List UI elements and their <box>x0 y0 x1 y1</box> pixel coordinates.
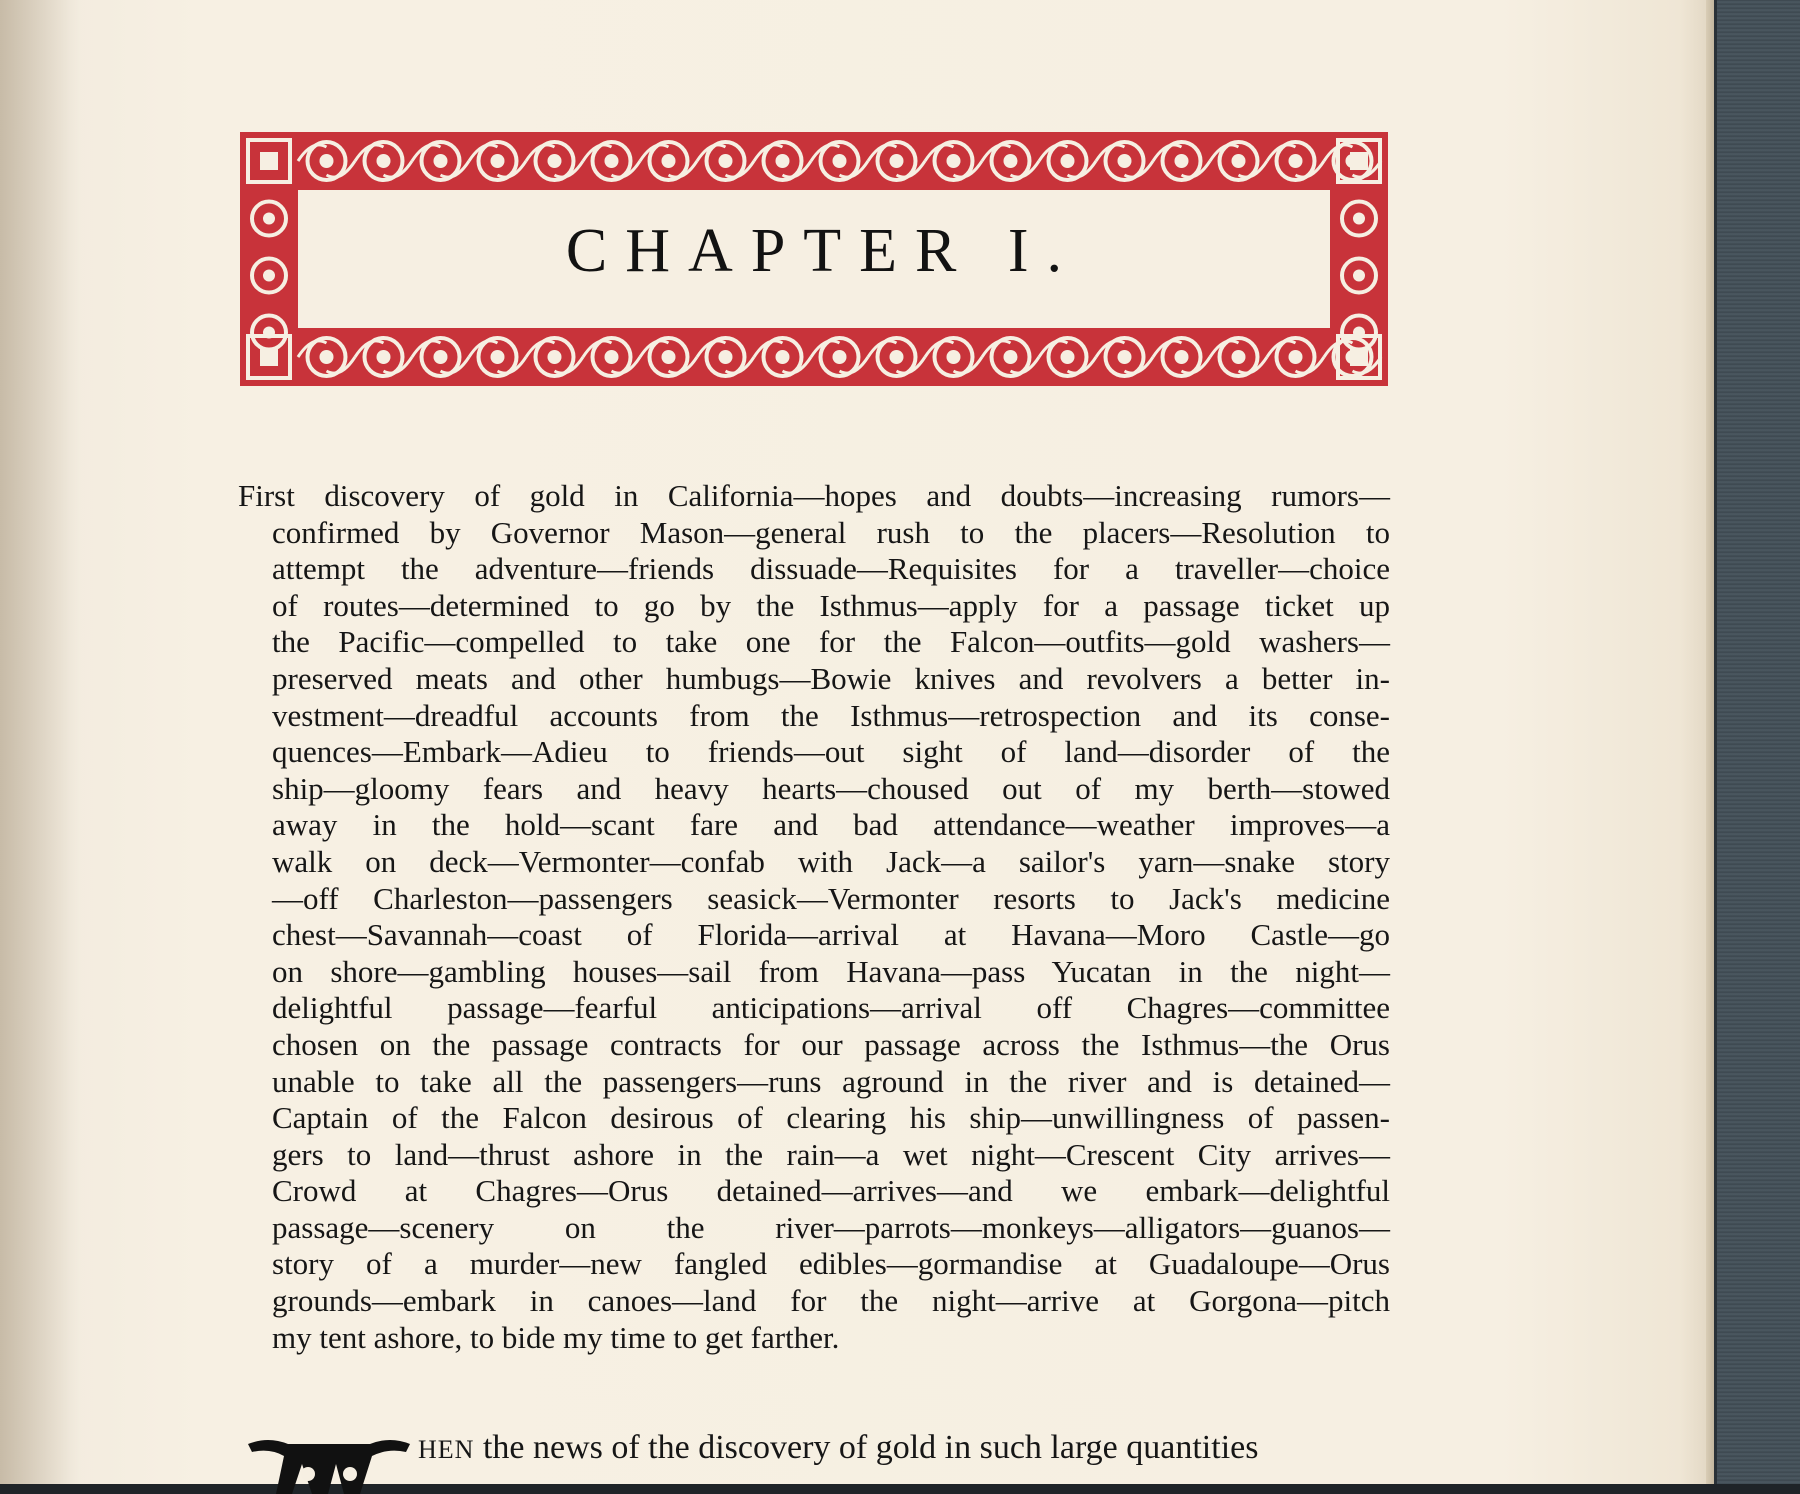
summary-line: ship—gloomy fears and heavy hearts—choused out of my berth—stowed <box>272 770 1390 806</box>
body-paragraph-start <box>418 1428 1400 1470</box>
summary-line: on shore—gambling houses—sail from Havana—pass Yucatan in the night— <box>272 953 1390 989</box>
summary-line: attempt the adventure—friends dissuade—Requisites for a traveller—choice <box>272 551 1390 587</box>
summary-line: confirmed by Governor Mason—general rush to the placers—Resolution to <box>272 514 1390 550</box>
w-initial-ornament-icon <box>248 1434 410 1494</box>
summary-line: story of a murder—new fangled edibles—gormandise at Guadaloupe—Orus <box>272 1246 1390 1282</box>
book-cover <box>1714 0 1800 1484</box>
summary-line: my tent ashore, to bide my time to get farther. <box>272 1319 840 1355</box>
page-gutter-shadow <box>0 0 80 1484</box>
summary-line: Captain of the Falcon desirous of clearing his ship—unwillingness of passen- <box>272 1100 1390 1136</box>
summary-line: gers to land—thrust ashore in the rain—a wet night—Crescent City arrives— <box>272 1136 1390 1172</box>
summary-line: unable to take all the passengers—runs aground in the river and is detained— <box>272 1063 1390 1099</box>
summary-line: preserved meats and other humbugs—Bowie knives and revolvers a better in- <box>272 660 1390 696</box>
summary-line: walk on deck—Vermonter—confab with Jack—a sailor's yarn—snake story <box>272 843 1390 879</box>
summary-line: away in the hold—scant fare and bad attendance—weather improves—a <box>272 807 1390 843</box>
summary-line: —off Charleston—passengers seasick—Vermonter resorts to Jack's medicine <box>272 880 1390 916</box>
summary-line: chest—Savannah—coast of Florida—arrival at Havana—Moro Castle—go <box>272 917 1390 953</box>
summary-line: delightful passage—fearful anticipations—arrival off Chagres—committee <box>272 990 1390 1026</box>
summary-line: the Pacific—compelled to take one for the Falcon—outfits—gold washers— <box>272 624 1390 660</box>
summary-line: vestment—dreadful accounts from the Isthmus—retrospection and its conse- <box>272 697 1390 733</box>
summary-line: quences—Embark—Adieu to friends—out sight of land—disorder of the <box>272 734 1390 770</box>
summary-line: Crowd at Chagres—Orus detained—arrives—and we embark—delightful <box>272 1173 1390 1209</box>
chapter-summary <box>238 478 1390 1356</box>
small-caps-word: HEN <box>418 1435 475 1464</box>
chapter-ornament-frame <box>240 132 1388 386</box>
summary-line: of routes—determined to go by the Isthmus—apply for a passage ticket up <box>272 587 1390 623</box>
body-text: the news of the discovery of gold in such large quantities <box>474 1429 1259 1466</box>
summary-line: First discovery of gold in California—hopes and doubts—increasing rumors— <box>238 478 1390 513</box>
summary-line: chosen on the passage contracts for our passage across the Isthmus—the Orus <box>272 1026 1390 1062</box>
chapter-title: CHAPTER I. <box>565 217 1081 285</box>
summary-line: grounds—embark in canoes—land for the night—arrive at Gorgona—pitch <box>272 1283 1390 1319</box>
summary-line: passage—scenery on the river—parrots—monkeys—alligators—guanos— <box>272 1209 1390 1245</box>
